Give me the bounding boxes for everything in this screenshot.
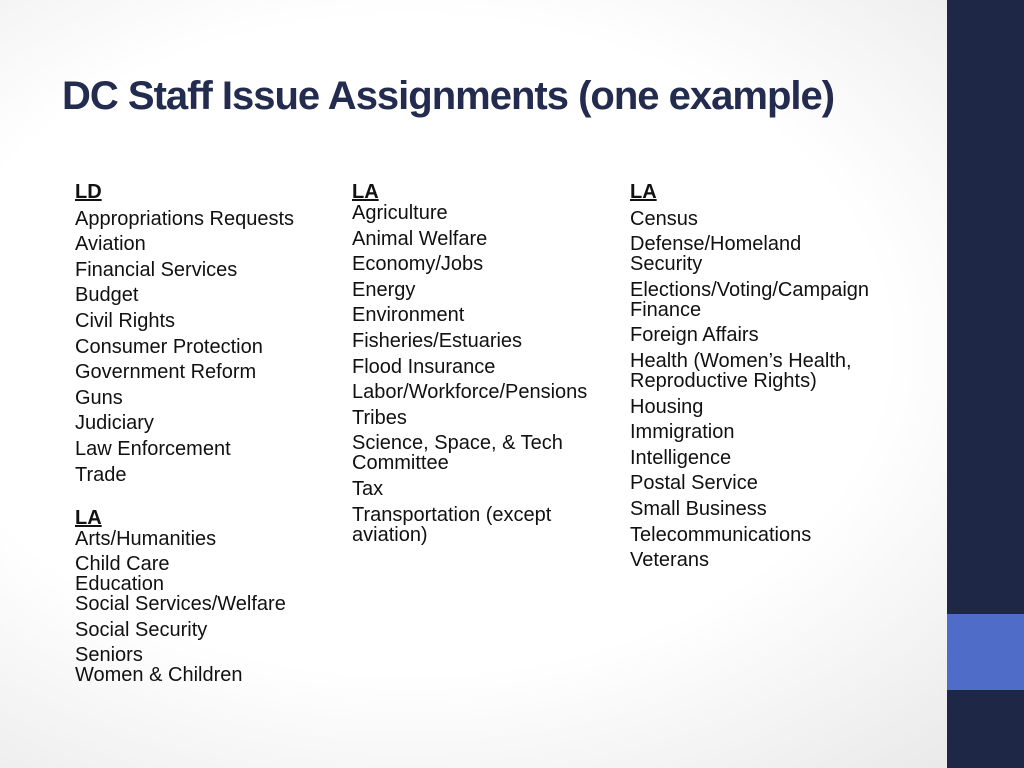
list-item: Seniors	[75, 644, 143, 667]
list-item: Environment	[352, 304, 465, 327]
list-item: Aviation	[75, 233, 146, 256]
list-item: Energy	[352, 278, 416, 301]
sidebar-bar	[947, 0, 1024, 768]
list-item: Immigration	[630, 421, 735, 444]
list-item: Agriculture	[352, 202, 448, 224]
list-item: Social Services/Welfare	[75, 593, 286, 616]
section-spacer	[75, 485, 345, 507]
list-item: Housing	[630, 395, 704, 418]
list-item: Tribes	[352, 406, 407, 429]
list-item: aviation)	[352, 523, 428, 546]
list-item: Education	[75, 573, 164, 596]
list-item: Judiciary	[75, 412, 154, 435]
list-item: Postal Service	[630, 472, 758, 495]
list-item: Security	[630, 253, 703, 276]
list-item: Elections/Voting/Campaign	[630, 278, 870, 301]
column-la-2	[352, 181, 622, 545]
slide-title: DC Staff Issue Assignments (one example)	[62, 74, 835, 118]
list-item: Women & Children	[75, 664, 243, 687]
list-item: Economy/Jobs	[352, 253, 484, 276]
list-item: Trade	[75, 463, 127, 486]
list-item: Flood Insurance	[352, 355, 496, 378]
sidebar-accent-block	[947, 614, 1024, 690]
list-item: Child Care	[75, 553, 170, 576]
list-item: Labor/Workforce/Pensions	[352, 381, 588, 404]
list-item: Foreign Affairs	[630, 324, 759, 347]
list-item: Finance	[630, 298, 702, 321]
list-item: Government Reform	[75, 361, 257, 384]
list-item: Reproductive Rights)	[630, 369, 817, 392]
section-heading-la: LA	[75, 506, 102, 529]
section-heading-la: LA	[352, 181, 379, 203]
list-item: Defense/Homeland	[630, 233, 802, 256]
list-item: Transportation (except	[352, 503, 552, 526]
list-item: Appropriations Requests	[75, 207, 295, 230]
list-item: Fisheries/Estuaries	[352, 329, 523, 352]
list-item: Social Security	[75, 618, 208, 641]
list-item: Census	[630, 207, 698, 230]
list-item: Tax	[352, 477, 384, 500]
list-item: Civil Rights	[75, 309, 176, 332]
list-item: Law Enforcement	[75, 437, 231, 460]
column-ld	[75, 181, 345, 685]
list-item: Consumer Protection	[75, 335, 263, 358]
list-item: Arts/Humanities	[75, 527, 217, 550]
list-item: Committee	[352, 452, 449, 475]
column-la-3	[630, 181, 930, 570]
list-item: Intelligence	[630, 446, 732, 469]
list-item: Small Business	[630, 497, 767, 520]
list-item: Health (Women’s Health,	[630, 349, 852, 372]
list-item: Budget	[75, 284, 139, 307]
list-item: Veterans	[630, 549, 709, 572]
list-item: Telecommunications	[630, 523, 812, 546]
list-item: Financial Services	[75, 258, 238, 281]
section-heading-la: LA	[630, 181, 657, 203]
list-item: Animal Welfare	[352, 227, 488, 250]
list-item: Science, Space, & Tech	[352, 432, 563, 455]
section-heading-ld: LD	[75, 181, 102, 203]
list-item: Guns	[75, 386, 123, 409]
